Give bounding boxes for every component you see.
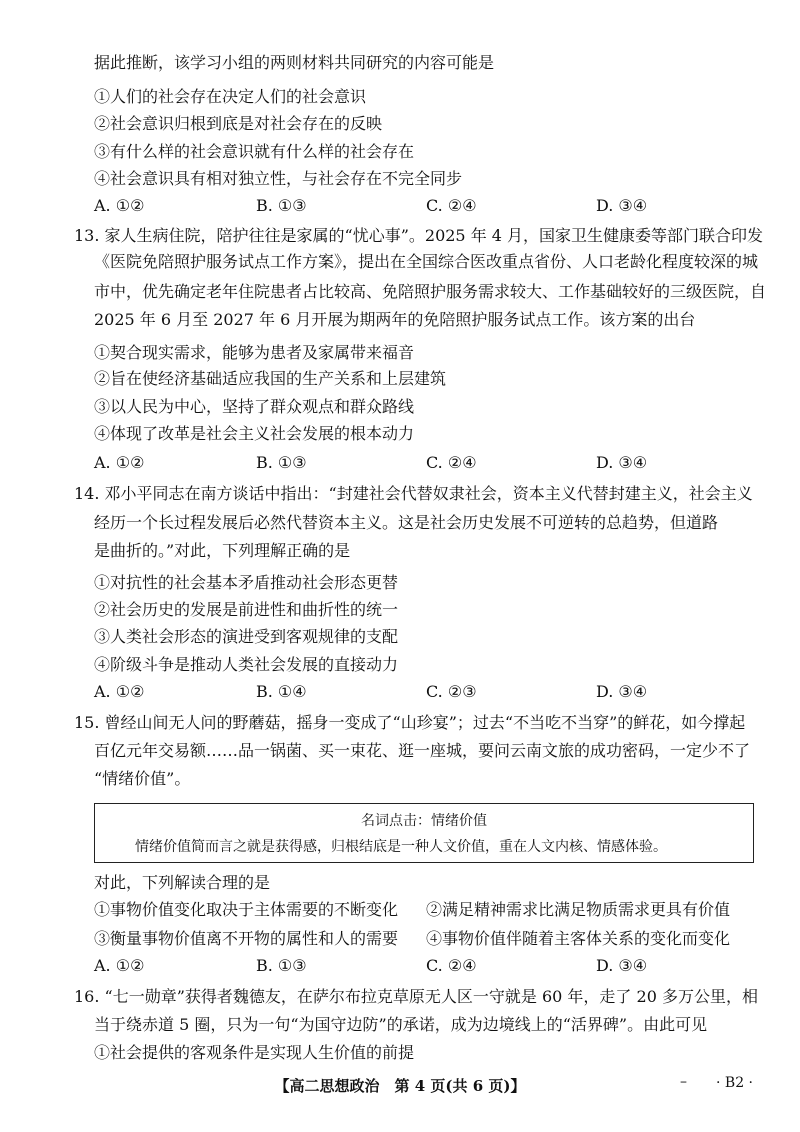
q15-stem: 对此，下列解读合理的是 xyxy=(94,873,271,892)
q12-stem: 据此推断，该学习小组的两则材料共同研究的内容可能是 xyxy=(94,53,495,72)
q15-line-3: “情绪价值”。 xyxy=(94,769,191,788)
q12-option-2: ②社会意识归根到底是对社会存在的反映 xyxy=(94,114,383,133)
q14-choice-d: D. ③④ xyxy=(596,682,648,701)
q15-choice-d: D. ③④ xyxy=(596,956,648,975)
q15-line-2: 百亿元年交易额……品一锅菌、买一束花、逛一座城，要问云南文旅的成功密码，一定少不了 xyxy=(94,741,751,760)
q13-option-3: ③以人民为中心，坚持了群众观点和群众路线 xyxy=(94,397,415,416)
q14-choice-c: C. ②③ xyxy=(426,682,477,701)
footer-code: · B2 · xyxy=(716,1075,753,1091)
q12-choice-d: D. ③④ xyxy=(596,196,648,215)
q16-line-2: 当于绕赤道 5 圈，只为一句“为国守边防”的承诺，成为边境线上的“活界碑”。由此可见 xyxy=(94,1015,708,1034)
q15-option-1: ①事物价值变化取决于主体需要的不断变化 xyxy=(94,900,399,919)
q14-option-3: ③人类社会形态的演进受到客观规律的支配 xyxy=(94,627,399,646)
page-footer: 【高二思想政治 第 4 页(共 6 页)】 xyxy=(274,1077,526,1095)
q13-line-1: 13. 家人生病住院，陪护往往是家属的“忧心事”。2025 年 4 月，国家卫生健康委等部门联合印发 xyxy=(74,226,764,245)
q13-choice-b: B. ①③ xyxy=(256,453,307,472)
q12-choice-b: B. ①③ xyxy=(256,196,307,215)
q15-option-4: ④事物价值伴随着主客体关系的变化而变化 xyxy=(426,929,731,948)
q13-choice-a: A. ①② xyxy=(94,453,145,472)
q16-line-1: 16. “七一勋章”获得者魏德友，在萨尔布拉克草原无人区一守就是 60 年，走了 20 多万公里，相 xyxy=(74,987,758,1006)
q13-line-3: 市中，优先确定老年住院患者占比较高、免陪照护服务需求较大、工作基础较好的三级医院，自 xyxy=(94,282,767,301)
q12-option-3: ③有什么样的社会意识就有什么样的社会存在 xyxy=(94,142,415,161)
footer-dash: – xyxy=(680,1074,687,1090)
q13-choice-c: C. ②④ xyxy=(426,453,477,472)
q16-option-1: ①社会提供的客观条件是实现人生价值的前提 xyxy=(94,1043,415,1062)
q14-line-1: 14. 邓小平同志在南方谈话中指出：“封建社会代替奴隶社会，资本主义代替封建主义，社会主义 xyxy=(74,484,753,503)
term-note-box xyxy=(94,803,754,863)
q14-option-2: ②社会历史的发展是前进性和曲折性的统一 xyxy=(94,600,399,619)
q15-option-2: ②满足精神需求比满足物质需求更具有价值 xyxy=(426,900,731,919)
q13-line-4: 2025 年 6 月至 2027 年 6 月开展为期两年的免陪照护服务试点工作。该方案的出台 xyxy=(94,310,696,329)
q14-option-1: ①对抗性的社会基本矛盾推动社会形态更替 xyxy=(94,573,399,592)
q12-option-1: ①人们的社会存在决定人们的社会意识 xyxy=(94,87,367,106)
q14-choice-a: A. ①② xyxy=(94,682,145,701)
q14-option-4: ④阶级斗争是推动人类社会发展的直接动力 xyxy=(94,655,399,674)
q14-line-2: 经历一个长过程发展后必然代替资本主义。这是社会历史发展不可逆转的总趋势，但道路 xyxy=(94,513,719,532)
q14-choice-b: B. ①④ xyxy=(256,682,307,701)
q13-option-2: ②旨在使经济基础适应我国的生产关系和上层建筑 xyxy=(94,369,447,388)
q12-choice-a: A. ①② xyxy=(94,196,145,215)
q15-choice-b: B. ①③ xyxy=(256,956,307,975)
q12-option-4: ④社会意识具有相对独立性，与社会存在不完全同步 xyxy=(94,169,463,188)
q13-choice-d: D. ③④ xyxy=(596,453,648,472)
q15-option-3: ③衡量事物价值离不开物的属性和人的需要 xyxy=(94,929,399,948)
q15-choice-a: A. ①② xyxy=(94,956,145,975)
term-note-title: 名词点击：情绪价值 xyxy=(361,813,487,829)
q12-choice-c: C. ②④ xyxy=(426,196,477,215)
q13-option-4: ④体现了改革是社会主义社会发展的根本动力 xyxy=(94,424,415,443)
q15-choice-c: C. ②④ xyxy=(426,956,477,975)
term-note-body: 情绪价值简而言之就是获得感，归根结底是一种人文价值，重在人文内核、情感体验。 xyxy=(135,839,667,855)
q15-line-1: 15. 曾经山间无人问的野蘑菇，摇身一变成了“山珍宴”；过去“不当吃不当穿”的鲜花，如今撑起 xyxy=(74,713,746,732)
q13-option-1: ①契合现实需求，能够为患者及家属带来福音 xyxy=(94,343,415,362)
q14-line-3: 是曲折的。”对此，下列理解正确的是 xyxy=(94,541,351,560)
q13-line-2: 《医院免陪照护服务试点工作方案》，提出在全国综合医改重点省份、人口老龄化程度较深的城 xyxy=(94,252,759,271)
